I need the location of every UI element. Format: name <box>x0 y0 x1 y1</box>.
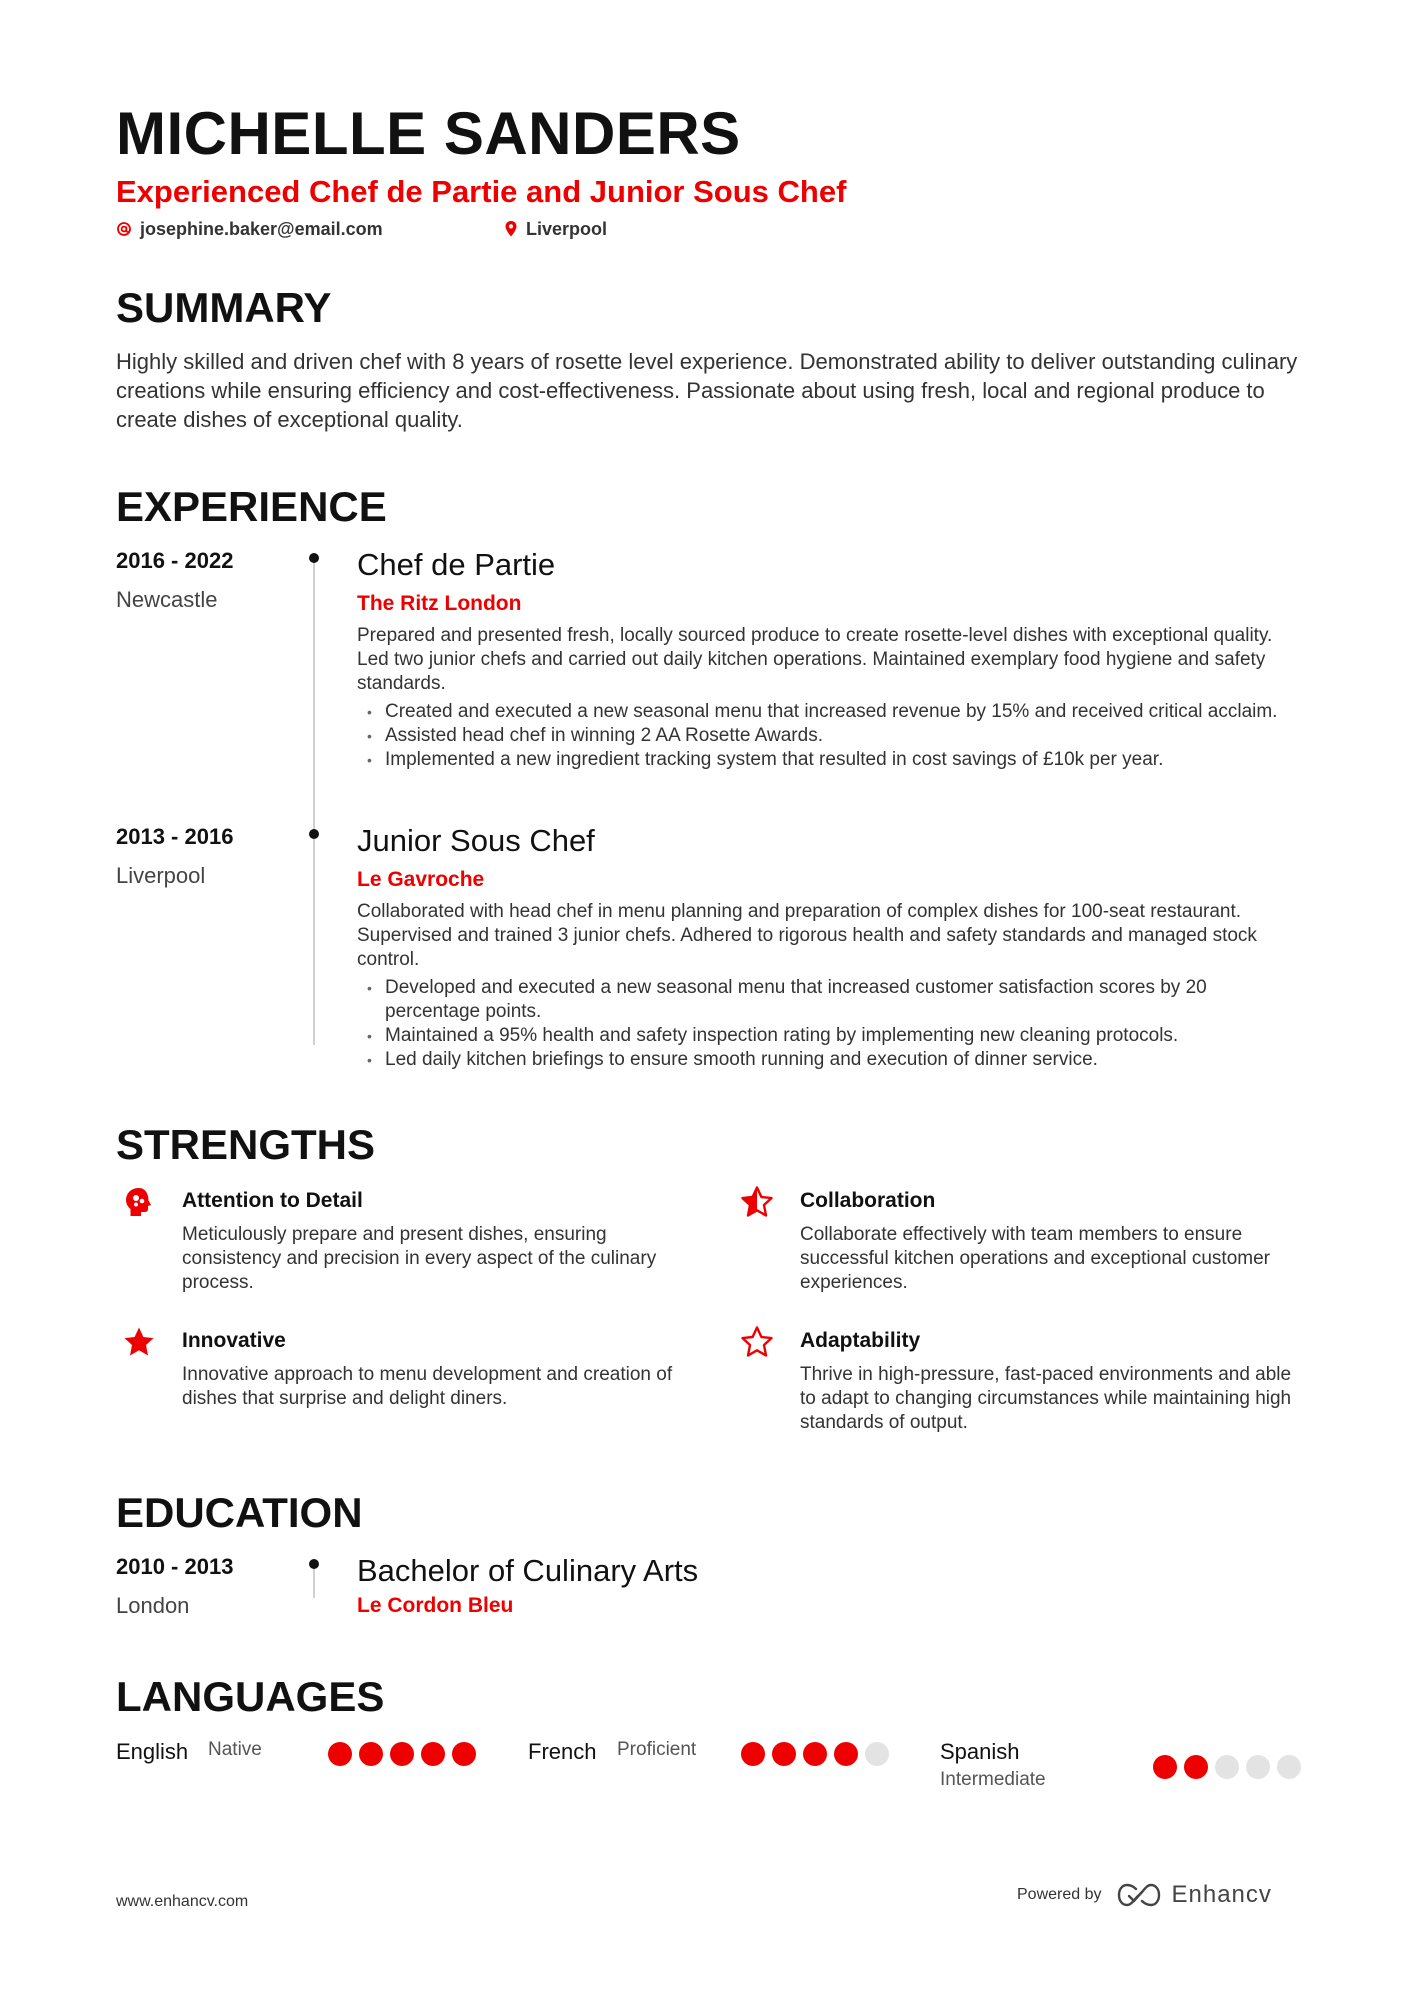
outline-star-icon <box>740 1325 774 1359</box>
job-role: Chef de Partie <box>357 547 556 582</box>
education-location: London <box>116 1593 190 1618</box>
education-heading: EDUCATION <box>116 1489 363 1536</box>
job-role: Junior Sous Chef <box>357 823 595 858</box>
summary-heading: SUMMARY <box>116 284 332 331</box>
footer-branding[interactable] <box>1017 1881 1272 1909</box>
contact-location <box>504 217 607 241</box>
rating-dot-filled <box>803 1742 827 1766</box>
rating-dot-filled <box>421 1742 445 1766</box>
timeline-dot <box>309 553 319 563</box>
education-school: Le Cordon Bleu <box>357 1594 514 1617</box>
timeline-dot <box>309 1559 319 1569</box>
footer-website[interactable]: www.enhancv.com <box>116 1893 249 1910</box>
location-pin-icon <box>504 220 518 238</box>
rating-dot-filled <box>1184 1755 1208 1779</box>
job-location: Newcastle <box>116 587 218 612</box>
achievement-item: • Implemented a new ingredient tracking system that resulted in cost savings of £10k per year. <box>357 748 1307 772</box>
education-dates: 2010 - 2013 <box>116 1554 234 1579</box>
achievement-item: • Maintained a 95% health and safety inspection rating by implementing new cleaning protocols. <box>357 1024 1307 1048</box>
strength-description: Innovative approach to menu development and creation of dishes that surprise and delight diners. <box>182 1364 673 1409</box>
rating-dot-empty <box>1277 1755 1301 1779</box>
language-rating <box>741 1742 889 1766</box>
location-text: Liverpool <box>526 219 608 239</box>
job-dates: 2013 - 2016 <box>116 824 234 849</box>
rating-dot-empty <box>1246 1755 1270 1779</box>
job-achievements <box>357 700 1307 772</box>
rating-dot-filled <box>359 1742 383 1766</box>
achievement-item: • Assisted head chef in winning 2 AA Rosette Awards. <box>357 724 1307 748</box>
strength-title: Collaboration <box>800 1189 936 1212</box>
job-achievements <box>357 976 1307 1072</box>
rating-dot-filled <box>1153 1755 1177 1779</box>
experience-heading: EXPERIENCE <box>116 483 387 530</box>
filled-star-icon <box>122 1325 156 1359</box>
rating-dot-filled <box>772 1742 796 1766</box>
timeline-dot <box>309 829 319 839</box>
rating-dot-empty <box>865 1742 889 1766</box>
languages-heading: LANGUAGES <box>116 1673 385 1720</box>
enhancv-logo-icon <box>1116 1882 1162 1908</box>
rating-dot-filled <box>452 1742 476 1766</box>
strength-description: Meticulously prepare and present dishes, ensuring consistency and precision in every aspect of the culinary process. <box>182 1224 657 1293</box>
email-text: josephine.baker@email.com <box>140 219 383 239</box>
job-dates: 2016 - 2022 <box>116 548 234 573</box>
strength-description: Collaborate effectively with team members to ensure successful kitchen operations and exceptional customer experiences. <box>800 1224 1270 1293</box>
rating-dot-empty <box>1215 1755 1239 1779</box>
candidate-name: MICHELLE SANDERS <box>116 100 741 167</box>
strength-title: Attention to Detail <box>182 1189 363 1212</box>
job-company: Le Gavroche <box>357 868 485 891</box>
achievement-item: • Developed and executed a new seasonal menu that increased customer satisfaction scores by 20 percentage points. <box>357 976 1307 1024</box>
language-level: Native <box>208 1739 262 1760</box>
language-rating <box>1153 1755 1301 1779</box>
job-company: The Ritz London <box>357 592 522 615</box>
strengths-heading: STRENGTHS <box>116 1121 376 1168</box>
language-name: Spanish <box>940 1739 1020 1764</box>
experience-timeline <box>313 555 315 1045</box>
language-rating <box>328 1742 476 1766</box>
achievement-item: • Led daily kitchen briefings to ensure smooth running and execution of dinner service. <box>357 1048 1307 1072</box>
rating-dot-filled <box>741 1742 765 1766</box>
job-location: Liverpool <box>116 863 206 888</box>
education-degree: Bachelor of Culinary Arts <box>357 1553 699 1588</box>
powered-by-text: Powered by <box>1017 1886 1102 1903</box>
candidate-title: Experienced Chef de Partie and Junior Sous Chef <box>116 174 847 209</box>
head-brain-icon <box>122 1185 156 1219</box>
contact-email[interactable] <box>116 217 383 241</box>
job-description: Collaborated with head chef in menu planning and preparation of complex dishes for 100-seat restaurant. Supervised and trained 3 junior chefs. Adhered to rigorous health and safety standards and managed stock control. <box>357 901 1257 970</box>
language-name: French <box>528 1739 597 1764</box>
half-star-icon <box>740 1185 774 1219</box>
language-level: Proficient <box>617 1739 697 1760</box>
at-icon <box>116 221 132 237</box>
enhancv-logo <box>1116 1881 1272 1909</box>
strength-title: Adaptability <box>800 1329 921 1352</box>
strength-title: Innovative <box>182 1329 286 1352</box>
rating-dot-filled <box>390 1742 414 1766</box>
language-level: Intermediate <box>940 1769 1046 1790</box>
rating-dot-filled <box>328 1742 352 1766</box>
summary-text: Highly skilled and driven chef with 8 years of rosette level experience. Demonstrated ability to deliver outstanding culinary creations while ensuring efficiency and cost-effectiveness. Passionate about using fresh, local and regional produce to create dishes of exceptional quality. <box>116 349 1298 432</box>
strength-description: Thrive in high-pressure, fast-paced environments and able to adapt to changing circumstances while maintaining high standards of output. <box>800 1364 1292 1433</box>
language-name: English <box>116 1739 189 1764</box>
job-description: Prepared and presented fresh, locally sourced produce to create rosette-level dishes with exceptional quality. Led two junior chefs and carried out daily kitchen operations. Maintained exemplary food hygiene and safety standards. <box>357 625 1273 694</box>
achievement-item: • Created and executed a new seasonal menu that increased revenue by 15% and received critical acclaim. <box>357 700 1307 724</box>
rating-dot-filled <box>834 1742 858 1766</box>
brand-name: Enhancv <box>1171 1881 1272 1908</box>
